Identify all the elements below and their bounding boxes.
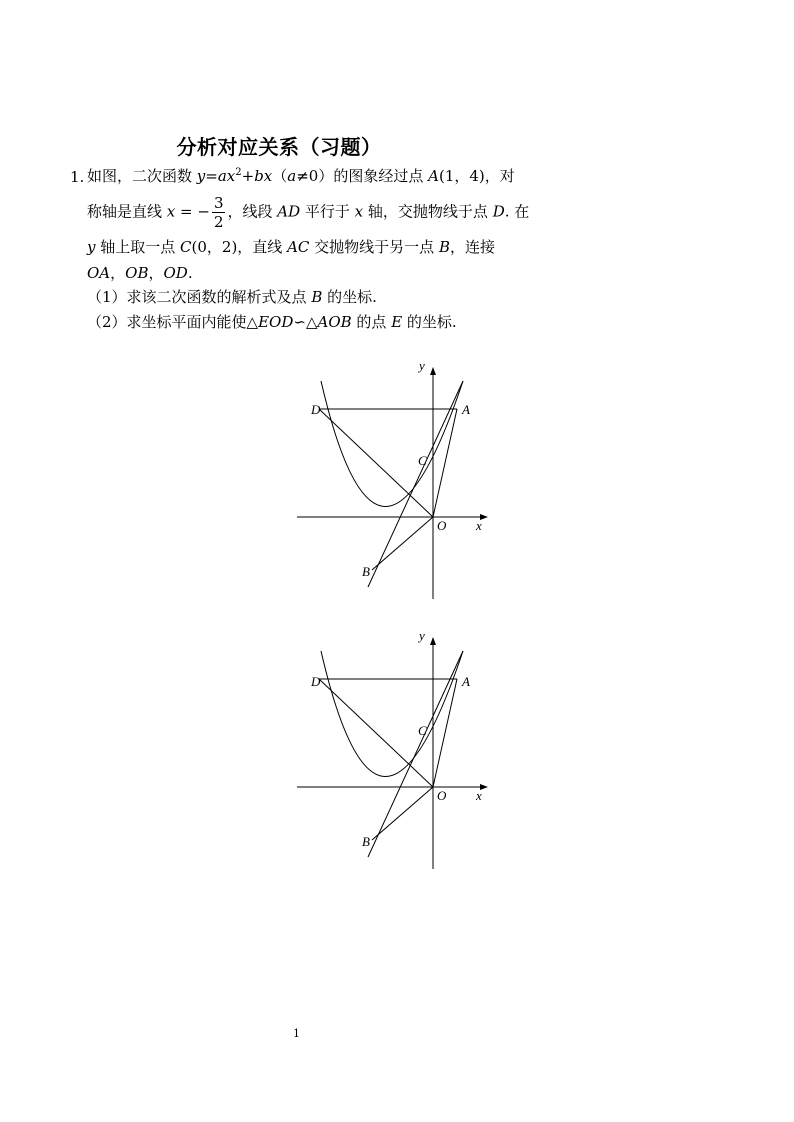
question-line-4: OA，OB，OD. <box>87 264 193 282</box>
label-D: D <box>311 674 321 689</box>
segment-OD <box>319 679 433 787</box>
fraction-three-halves: $\frac{3}{2}$ <box>213 194 224 231</box>
page-title: 分析对应关系（习题） <box>176 135 382 159</box>
segment-OB <box>372 787 433 840</box>
y-axis-arrow-icon <box>430 637 436 645</box>
segment-OA <box>433 679 457 787</box>
question-line-1: 如图，二次函数 $y=ax^2+bx(a\ne 0)$的图象经过点 A(1，4)，对 <box>87 167 515 185</box>
question-number: 1. <box>70 168 85 186</box>
label-x-axis: x <box>476 518 482 533</box>
question-line-3: y 轴上取一点 C(0，2)，直线 AC 交抛物线于另一点 B，连接 <box>87 238 495 256</box>
label-A: A <box>462 674 470 689</box>
label-A: A <box>462 402 470 417</box>
line-AC <box>368 651 463 857</box>
label-C: C <box>418 723 427 738</box>
label-B: B <box>362 834 370 849</box>
question-part-2: （2）求坐标平面内能使△EOD∽△AOB 的点 E 的坐标. <box>87 313 457 331</box>
page-number: 1 <box>293 1027 300 1040</box>
question-part-1: （1）求该二次函数的解析式及点 B 的坐标. <box>87 288 377 306</box>
label-D: D <box>311 402 321 417</box>
label-y-axis: y <box>419 628 425 643</box>
question-line-2: 称轴是直线 x = − $\frac{3}{2}$ ，线段 AD 平行于 x 轴，交抛物线于点 D. 在 <box>87 194 530 231</box>
figure-2-labels <box>310 628 482 849</box>
label-C: C <box>418 453 427 468</box>
label-x-axis: x <box>476 788 482 803</box>
label-O: O <box>437 518 447 533</box>
figure-2-geometry <box>297 637 488 869</box>
label-y-axis: y <box>419 358 425 373</box>
parabola-curve <box>321 651 463 777</box>
label-B: B <box>362 564 370 579</box>
label-O: O <box>437 788 447 803</box>
